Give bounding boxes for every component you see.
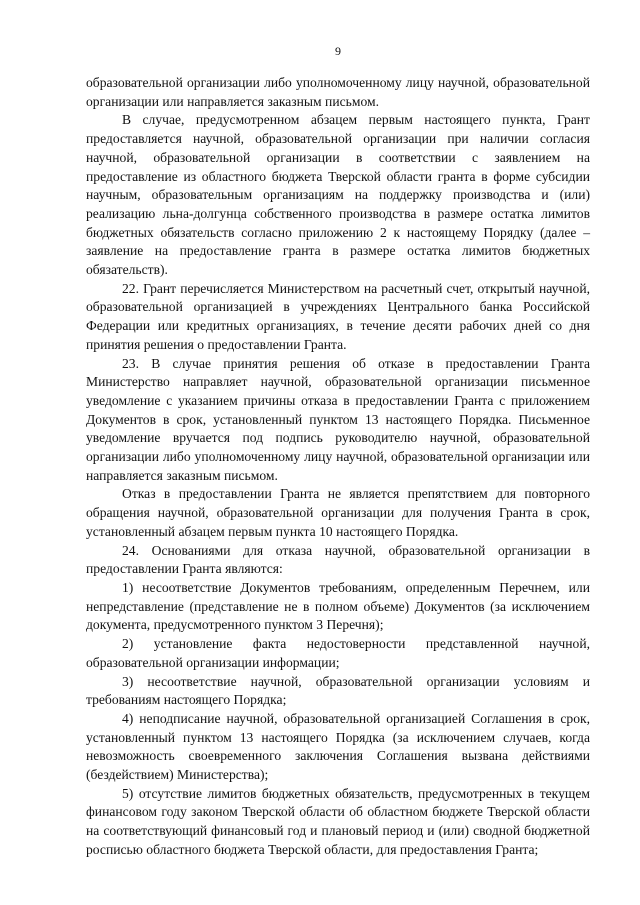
list-item-4: 4) неподписание научной, образовательной организацией Соглашения в срок, установленный пунктом 13 настоящего Порядка (за исключением случаев, когда невозможность своевременного заключения Соглашения вызвана действиями (бездействием) Министерства); bbox=[86, 710, 590, 783]
paragraph-continuation: образовательной организации либо уполномоченному лицу научной, образовательной организации или направляется заказным письмом. bbox=[86, 75, 590, 109]
list-item-1: 1) несоответствие Документов требованиям, определенным Перечнем, или непредставление (представление не в полном объеме) Документов (за исключением документа, предусмотренного пунктом 3 Перечня); bbox=[86, 579, 590, 633]
list-item-2: 2) установление факта недостоверности представленной научной, образовательной организации информации; bbox=[86, 636, 590, 670]
paragraph: Отказ в предоставлении Гранта не является препятствием для повторного обращения научной, образовательной организации для получения Гранта в срок, установленный абзацем первым пункта 10 настоящего Порядка. bbox=[86, 486, 590, 539]
paragraph-item-22: 22. Грант перечисляется Министерством на расчетный счет, открытый научной, образовательной организацией в учреждениях Центрального банка Российской Федерации или кредитных организациях, в течение десяти рабочих дней со дня принятия решения о предоставлении Гранта. bbox=[86, 280, 590, 352]
paragraph: В случае, предусмотренном абзацем первым настоящего пункта, Грант предоставляется научной, образовательной организации при наличии согласия научной, образовательной организации в соответствии с заявлением на предоставление из областного бюджета Тверской области гранта в форме субсидии научным, образовательным организациям на поддержку производства и (или) реализацию льна-долгунца собственного производства в размере остатка лимитов бюджетных обязательств согласно приложению 2 к настоящему Порядку (далее – заявление на предоставление гранта в размере остатка лимитов бюджетных обязательств). bbox=[86, 112, 590, 278]
list-item-5: 5) отсутствие лимитов бюджетных обязательств, предусмотренных в текущем финансовом году законом Тверской области об областном бюджете Тверской области на соответствующий финансовый год и плановый период и (или) сводной бюджетной росписью областного бюджета Тверской области, для предоставления Гранта; bbox=[86, 785, 590, 857]
document-body bbox=[86, 74, 590, 860]
paragraph-item-24: 24. Основаниями для отказа научной, образовательной организации в предоставлении Гранта являются: bbox=[86, 542, 590, 577]
list-item-3: 3) несоответствие научной, образовательной организации условиям и требованиям настоящего Порядка; bbox=[86, 673, 590, 708]
page-number: 9 bbox=[335, 44, 341, 58]
paragraph-item-23: 23. В случае принятия решения об отказе в предоставлении Гранта Министерство направляет научной, образовательной организации письменное уведомление с указанием причины отказа в предоставлении Гранта с приложением Документов в срок, установленный пунктом 13 настоящего Порядка. Письменное уведомление вручается под подпись руководителю научной, образовательной организации либо уполномоченному лицу научной, образовательной организации или направляется заказным письмом. bbox=[86, 355, 590, 483]
